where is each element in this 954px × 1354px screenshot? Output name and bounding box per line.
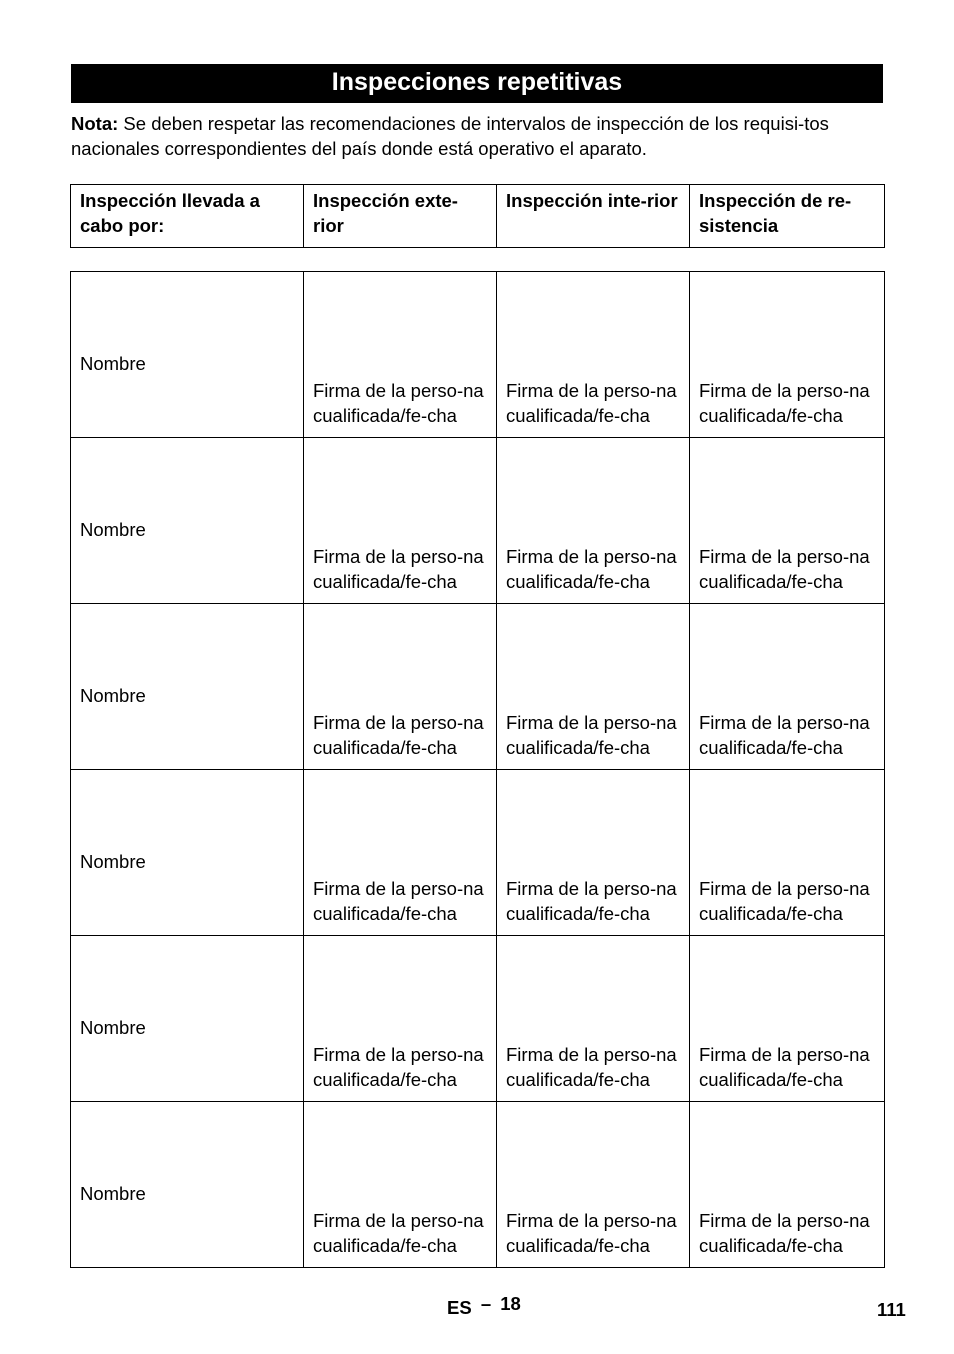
note-text: Se deben respetar las recomendaciones de intervalos de inspección de los requisi-tos nacionales correspondientes del país donde está operativo el aparato.: [71, 113, 829, 159]
header-performed-by: Inspección llevada a cabo por:: [71, 185, 304, 248]
table-row: [71, 770, 885, 936]
footer-dash: –: [480, 1293, 492, 1314]
inspection-table: [70, 271, 885, 1268]
name-cell: Nombre: [71, 272, 304, 438]
header-exterior-inspection: Inspección exte-rior: [304, 185, 497, 248]
footer-page-number: 111: [877, 1299, 906, 1320]
exterior-signature-cell: Firma de la perso-na cualificada/fe-cha: [304, 936, 497, 1102]
exterior-signature-cell: Firma de la perso-na cualificada/fe-cha: [304, 604, 497, 770]
name-cell: Nombre: [71, 604, 304, 770]
interior-signature-cell: Firma de la perso-na cualificada/fe-cha: [497, 1102, 690, 1268]
name-cell: Nombre: [71, 438, 304, 604]
name-cell: Nombre: [71, 770, 304, 936]
interior-signature-cell: Firma de la perso-na cualificada/fe-cha: [497, 438, 690, 604]
header-interior-inspection: Inspección inte-rior: [497, 185, 690, 248]
header-strength-inspection: Inspección de re-sistencia: [690, 185, 885, 248]
table-row: [71, 1102, 885, 1268]
header-table: [70, 184, 885, 248]
exterior-signature-cell: Firma de la perso-na cualificada/fe-cha: [304, 272, 497, 438]
name-cell: Nombre: [71, 1102, 304, 1268]
name-cell: Nombre: [71, 936, 304, 1102]
exterior-signature-cell: Firma de la perso-na cualificada/fe-cha: [304, 438, 497, 604]
table-row: [71, 604, 885, 770]
interior-signature-cell: Firma de la perso-na cualificada/fe-cha: [497, 770, 690, 936]
strength-signature-cell: Firma de la perso-na cualificada/fe-cha: [690, 604, 885, 770]
strength-signature-cell: Firma de la perso-na cualificada/fe-cha: [690, 272, 885, 438]
footer-page: 18: [500, 1293, 521, 1314]
footer-page-code: [447, 1293, 521, 1319]
note-label: Nota:: [71, 113, 119, 134]
interior-signature-cell: Firma de la perso-na cualificada/fe-cha: [497, 272, 690, 438]
strength-signature-cell: Firma de la perso-na cualificada/fe-cha: [690, 936, 885, 1102]
exterior-signature-cell: Firma de la perso-na cualificada/fe-cha: [304, 1102, 497, 1268]
header-row: [71, 185, 885, 248]
strength-signature-cell: Firma de la perso-na cualificada/fe-cha: [690, 438, 885, 604]
interior-signature-cell: Firma de la perso-na cualificada/fe-cha: [497, 604, 690, 770]
strength-signature-cell: Firma de la perso-na cualificada/fe-cha: [690, 1102, 885, 1268]
table-row: [71, 936, 885, 1102]
exterior-signature-cell: Firma de la perso-na cualificada/fe-cha: [304, 770, 497, 936]
table-row: [71, 438, 885, 604]
strength-signature-cell: Firma de la perso-na cualificada/fe-cha: [690, 770, 885, 936]
footer-lang: ES: [447, 1297, 472, 1318]
interior-signature-cell: Firma de la perso-na cualificada/fe-cha: [497, 936, 690, 1102]
page-title: Inspecciones repetitivas: [71, 64, 883, 103]
note-paragraph: [71, 111, 886, 161]
table-row: [71, 272, 885, 438]
